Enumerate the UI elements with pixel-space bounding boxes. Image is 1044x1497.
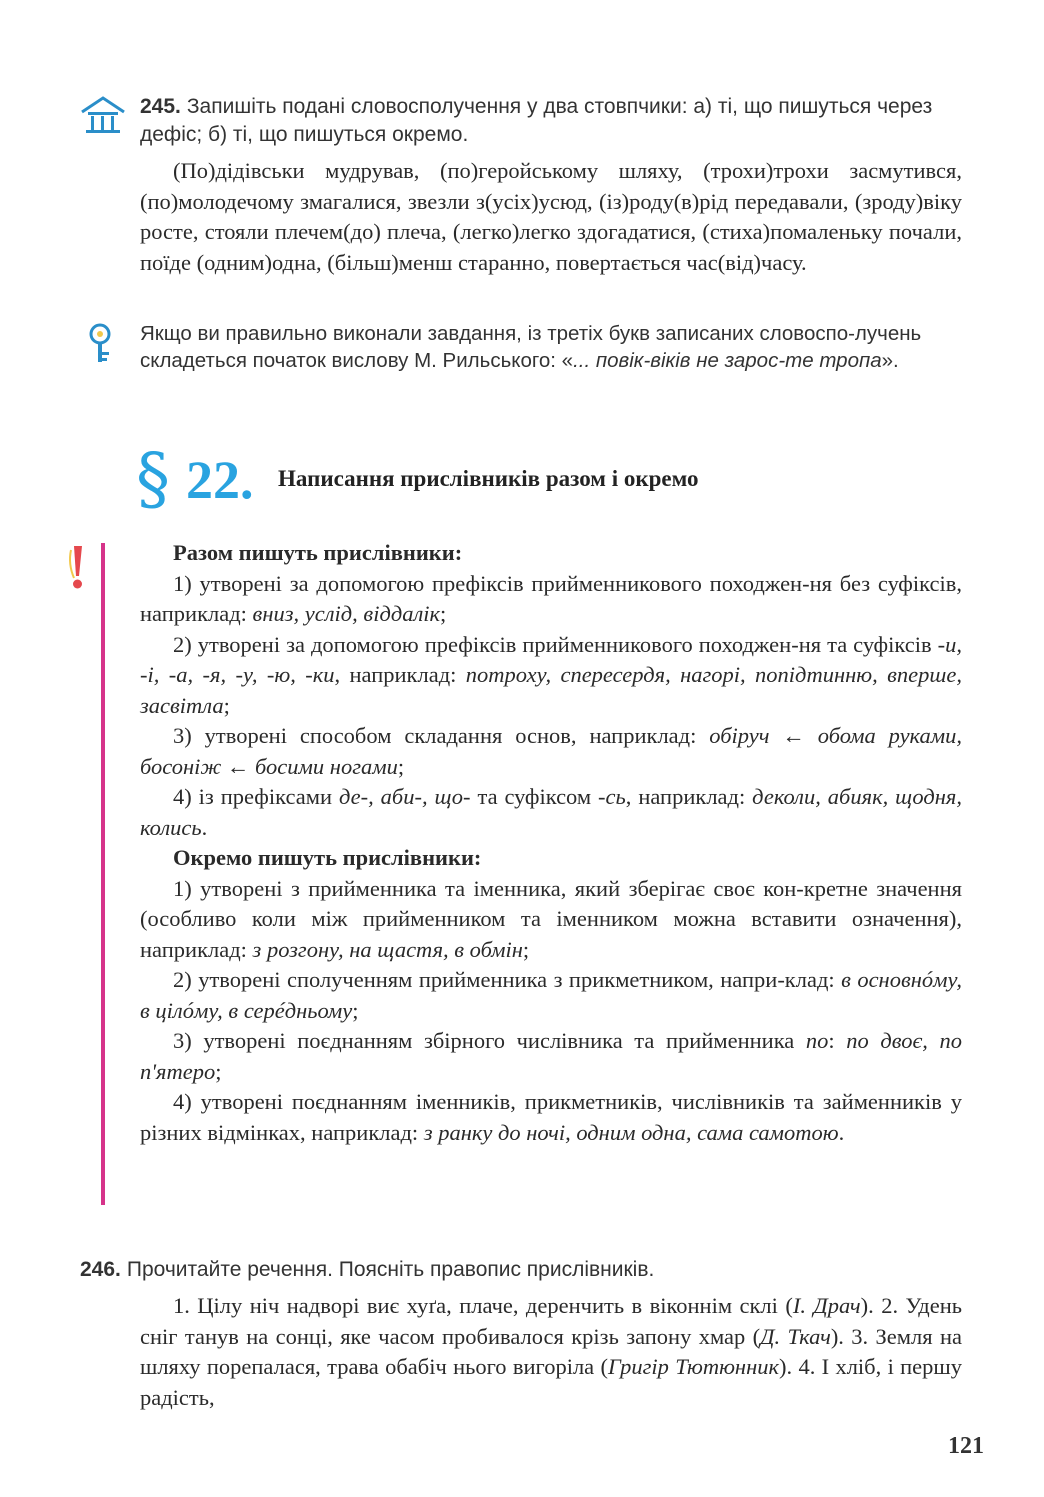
exercise-paragraph: (По)дідівськи мудрував, (по)геройському шляху, (трохи)трохи засмутився, (по)молодечому змагалися, звезли з(усіх)усюд, (із)роду(в)рід передавали, (зроду)віку росте, стояли плечем(до) плеча, (легко)легко здогадатися, (стиха)помаленьку почали, поїде (одним)одна, (більш)менш старанно, повертається час(від)часу. <box>140 158 962 275</box>
rule-item: 4) із префіксами де-, аби-, що- та суфіксом -сь, наприклад: деколи, абияк, щодня, колись. <box>140 784 962 840</box>
exercise-paragraph: 1. Цілу ніч надворі виє хуґа, плаче, деренчить в віконнім склі (І. Драч). 2. Удень сніг танув на сонці, яке часом пробивалося крізь запону хмар (Д. Ткач). 3. Земля на шляху порепалася, трава обабіч нього вигоріла (Григір Тютюнник). 4. І хліб, і першу радість, <box>140 1293 963 1410</box>
exercise-246-text <box>140 1291 962 1413</box>
rule-item: 3) утворені способом складання основ, наприклад: обіруч ← обома руками, босоніж ← босими ногами; <box>140 723 963 779</box>
exercise-number: 245. <box>140 95 181 118</box>
house-icon <box>78 94 128 141</box>
instruction-text: Прочитайте речення. Поясніть правопис прислівників. <box>126 1258 655 1281</box>
rule-vertical-bar <box>101 543 105 1205</box>
exercise-number: 246. <box>80 1258 121 1281</box>
hint-text: Якщо ви правильно виконали завдання, із третіх букв записаних словоспо-лучень складеться початок вислову М. Рильського: «... повік-віків не зарос-те тропа». <box>140 322 922 372</box>
rule-item: 4) утворені поєднанням іменників, прикметників, числівників та займенників у різних відмінках, наприклад: з ранку до ночі, одним одна, сама самотою. <box>140 1089 962 1145</box>
rule-text <box>140 538 962 1148</box>
rule-heading-separate: Окремо пишуть прислівники: <box>173 845 482 870</box>
rule-item: 1) утворені з прийменника та іменника, який зберігає своє кон-кретне значення (особливо коли між прийменником та іменником можна вставити означення), наприклад: з розгону, на щастя, в обмін; <box>140 875 962 962</box>
rule-item: 3) утворені поєднанням збірного числівника та прийменника по: по двоє, по п'ятеро; <box>140 1028 962 1084</box>
exclamation-icon <box>62 544 92 597</box>
exercise-246-instruction <box>80 1256 965 1284</box>
rule-item: 2) утворені за допомогою префіксів прийменникового походжен-ня та суфіксів -и, -і, -а, -я, -у, -ю, -ки, наприклад: потроху, спересердя, нагорі, попідтинню, вперше, засвітла; <box>140 631 962 718</box>
rule-item: 1) утворені за допомогою префіксів прийменникового походжен-ня без суфіксів, наприклад: вниз, услід, віддалік; <box>140 570 962 626</box>
page-number: 121 <box>948 1433 984 1459</box>
section-title: Написання прислівників разом і окремо <box>278 466 699 491</box>
rule-heading-together: Разом пишуть прислівники: <box>173 540 463 565</box>
rule-item: 2) утворені сполученням прийменника з прикметником, напри-клад: в основнóму, в цілóму, в серéдньому; <box>140 967 963 1023</box>
key-hint-icon <box>84 322 118 371</box>
instruction-text: Запишіть подані словосполучення у два стовпчики: а) ті, що пишуться через дефіс; б) ті, що пишуться окремо. <box>140 95 933 146</box>
exercise-245-instruction <box>140 93 965 149</box>
section-number: 22. <box>186 450 254 510</box>
exercise-245-text <box>140 156 962 278</box>
section-sign: § <box>136 440 170 519</box>
